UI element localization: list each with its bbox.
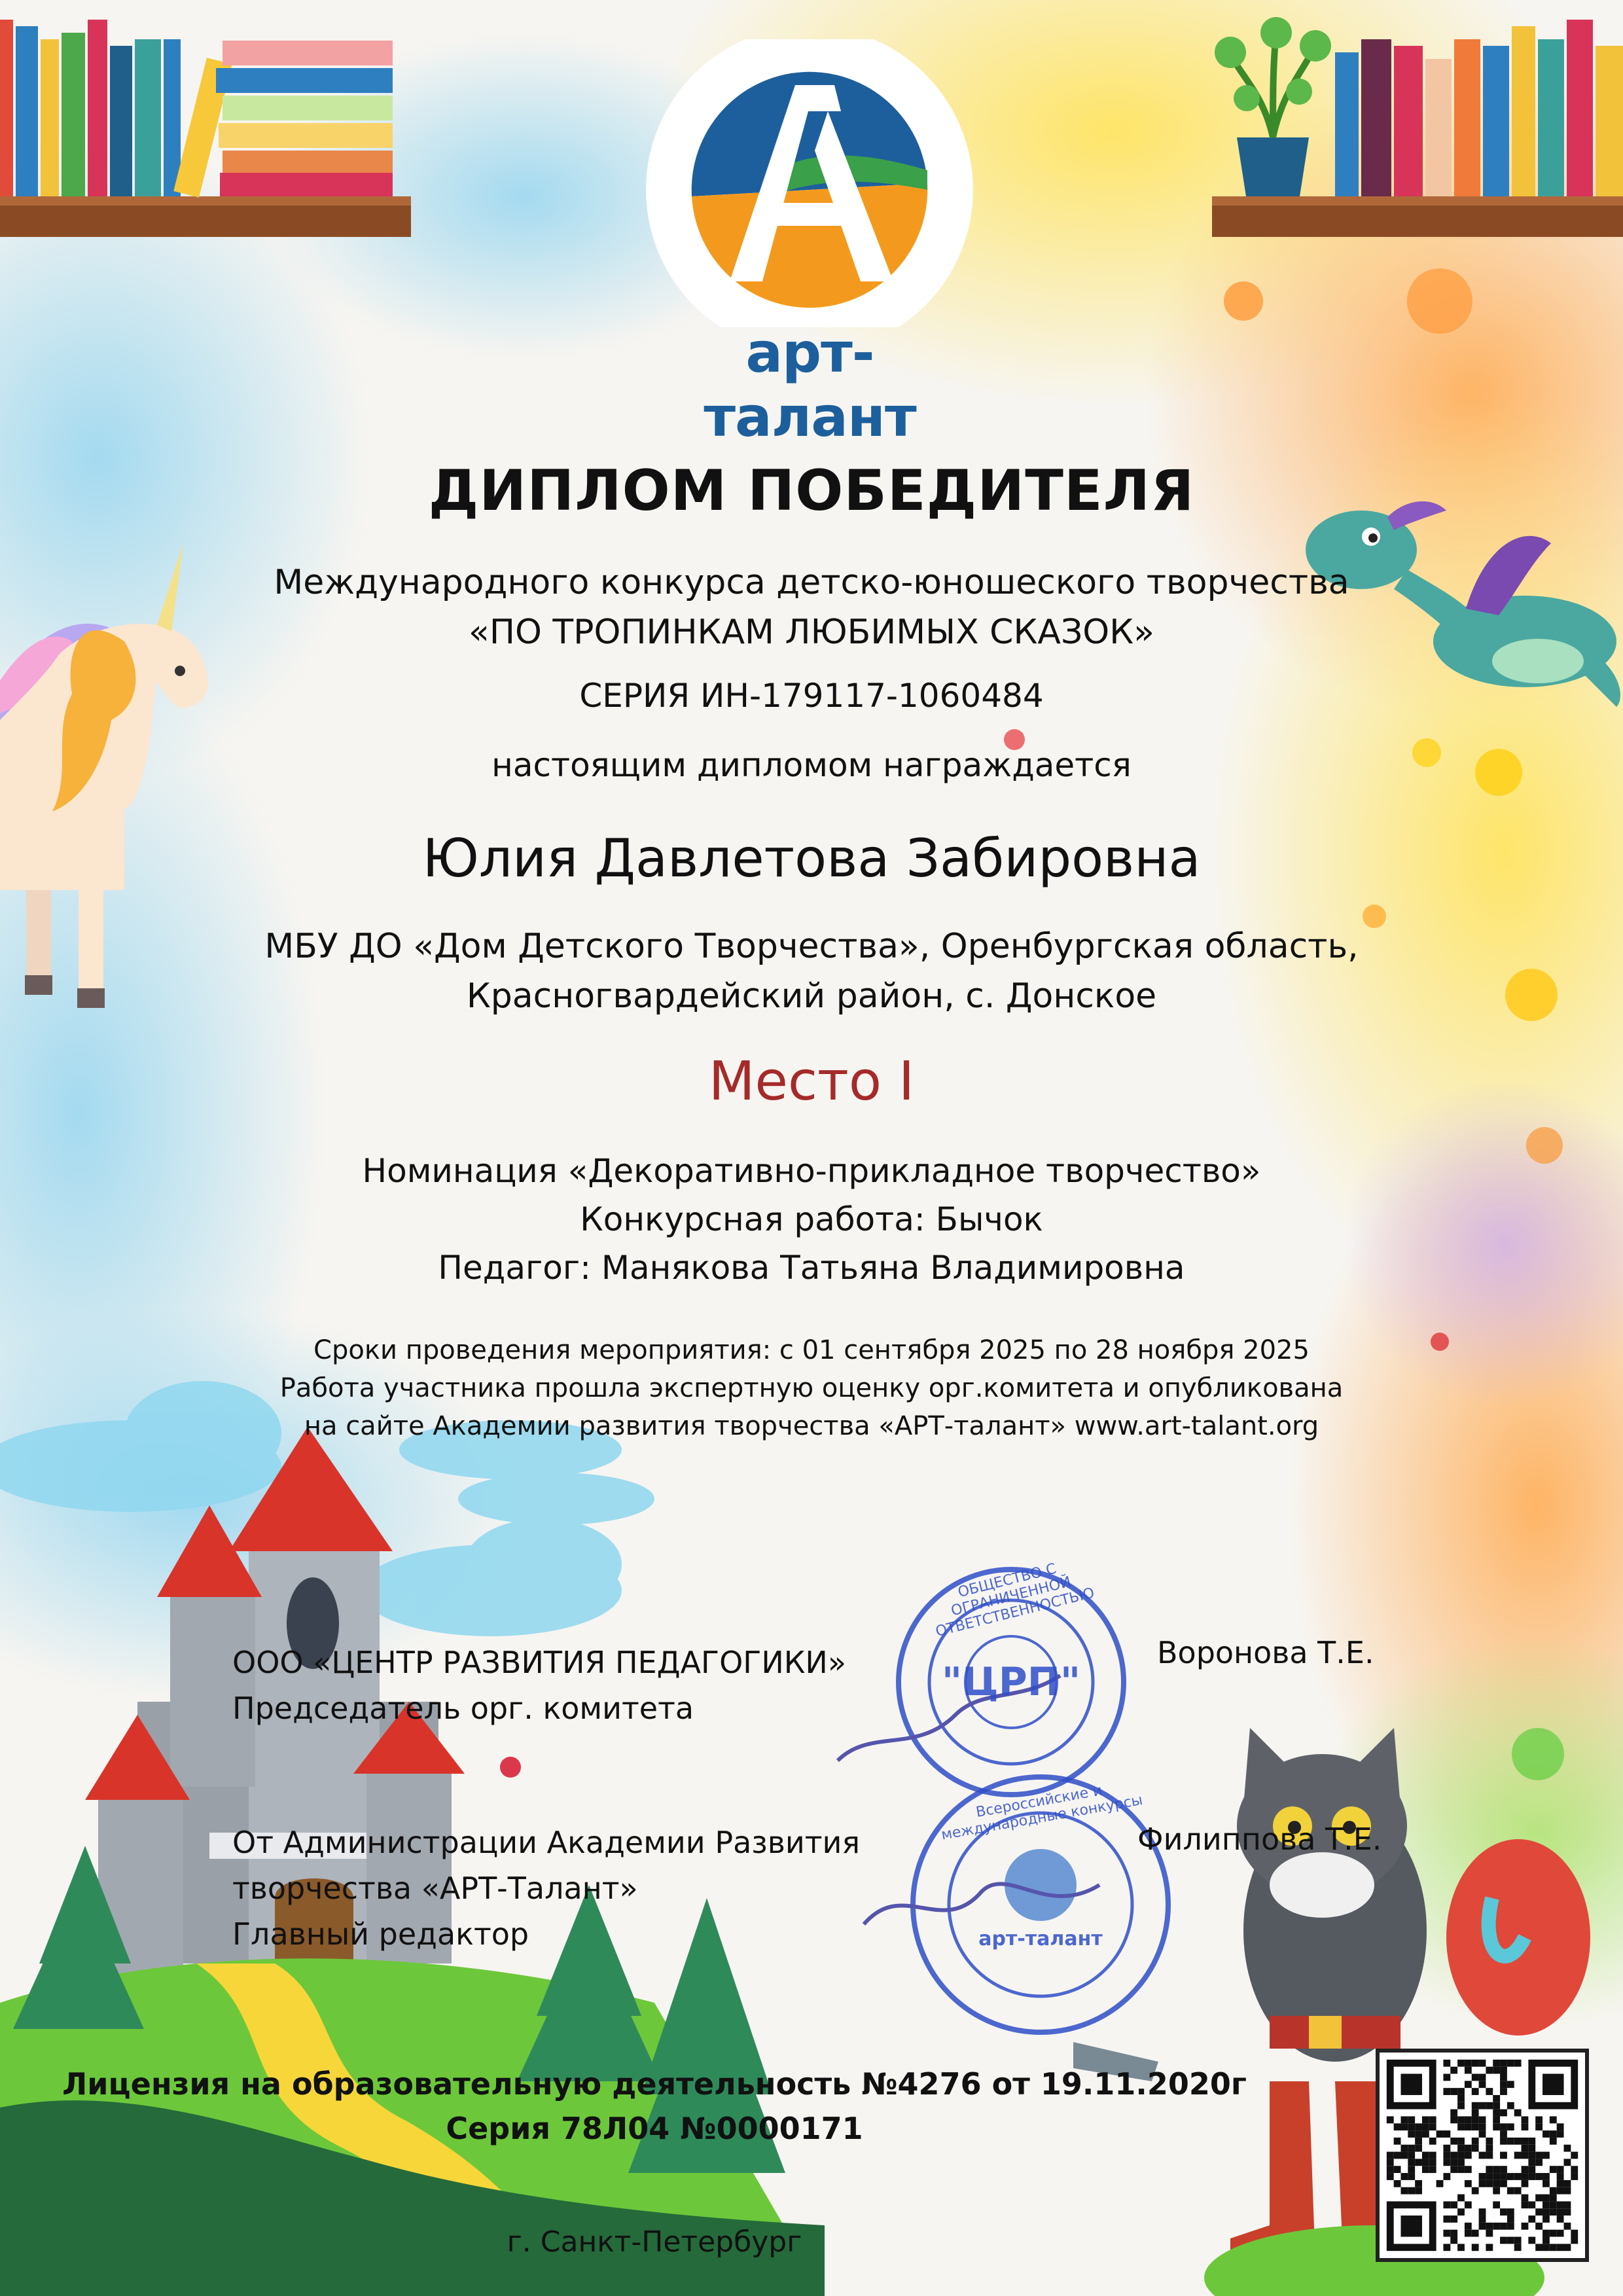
license-series: Серия 78Л04 №0000171 [446,2111,863,2146]
event-info [0,1331,1623,1445]
recipient-name: Юлия Давлетова Забировна [422,828,1201,889]
stamp-crp-ring-text: ОБЩЕСТВО С ОГРАНИЧЕННОЙ ОТВЕТСТВЕННОСТЬЮ [934,1560,1096,1641]
bookshelf-left-illustration [0,20,411,237]
bookshelf-right-illustration [1212,17,1623,237]
competition-work: Конкурсная работа: Бычок [580,1200,1043,1238]
nomination: Номинация «Декоративно-прикладное творчество» [362,1152,1261,1190]
license-number: Лицензия на образовательную деятельность №4276 от 19.11.2020г [62,2066,1247,2102]
qr-code[interactable] [1376,2049,1589,2262]
city: г. Санкт-Петербург [507,2225,802,2259]
event-dates: Сроки проведения мероприятия: с 01 сентября 2025 по 28 ноября 2025 [313,1335,1310,1365]
signature-block-editor [232,1820,860,1957]
stamp-crp-center-text: "ЦРП" [941,1659,1081,1705]
evaluation-line-1: Работа участника прошла экспертную оценку орг.комитета и опубликована [279,1373,1344,1403]
recipient-organization [0,922,1623,1021]
organization-line-2: Красногвардейский район, с. Донское [466,977,1157,1016]
editor-signer-name: Филиппова Т.Е. [1137,1821,1382,1857]
editor-role: Главный редактор [232,1916,529,1952]
signature-block-committee [232,1640,846,1731]
teacher: Педагог: Манякова Татьяна Владимировна [438,1249,1185,1287]
place-award: Место I [708,1050,915,1113]
contest-line-1: Международного конкурса детско-юношеского творчества [274,563,1349,602]
contest-name: «ПО ТРОПИНКАМ ЛЮБИМЫХ СКАЗОК» [469,613,1154,652]
qr-code-icon [1380,2053,1585,2258]
evaluation-line-2: на сайте Академии развития творчества «АРТ-талант» www.art-talant.org [304,1411,1319,1441]
committee-organization: ООО «ЦЕНТР РАЗВИТИЯ ПЕДАГОГИКИ» [232,1645,846,1680]
diploma-series: СЕРИЯ ИН-179117-1060484 [579,677,1044,715]
awarded-text: настоящим дипломом награждается [491,746,1132,784]
stamp-art-talant-ring-text: Всероссийские и международные конкурсы [940,1782,1144,1844]
logo-mark-icon [645,39,975,327]
organization-line-1: МБУ ДО «Дом Детского Творчества», Оренбургская область, [264,927,1359,966]
committee-signer-name: Воронова Т.Е. [1157,1635,1374,1670]
license-block [0,2062,1466,2151]
stamp-art-talant-brand: арт-талант [978,1928,1103,1950]
nomination-block [0,1147,1623,1292]
art-talant-logo [645,39,975,449]
diploma-title: ДИПЛОМ ПОБЕДИТЕЛЯ [428,458,1195,524]
contest-description [0,558,1623,657]
logo-wordmark: арт-талант [704,321,916,449]
committee-role: Председатель орг. комитета [232,1691,694,1726]
administration-line-2: творчества «АРТ-Талант» [232,1871,638,1906]
administration-line-1: От Администрации Академии Развития [232,1825,861,1860]
